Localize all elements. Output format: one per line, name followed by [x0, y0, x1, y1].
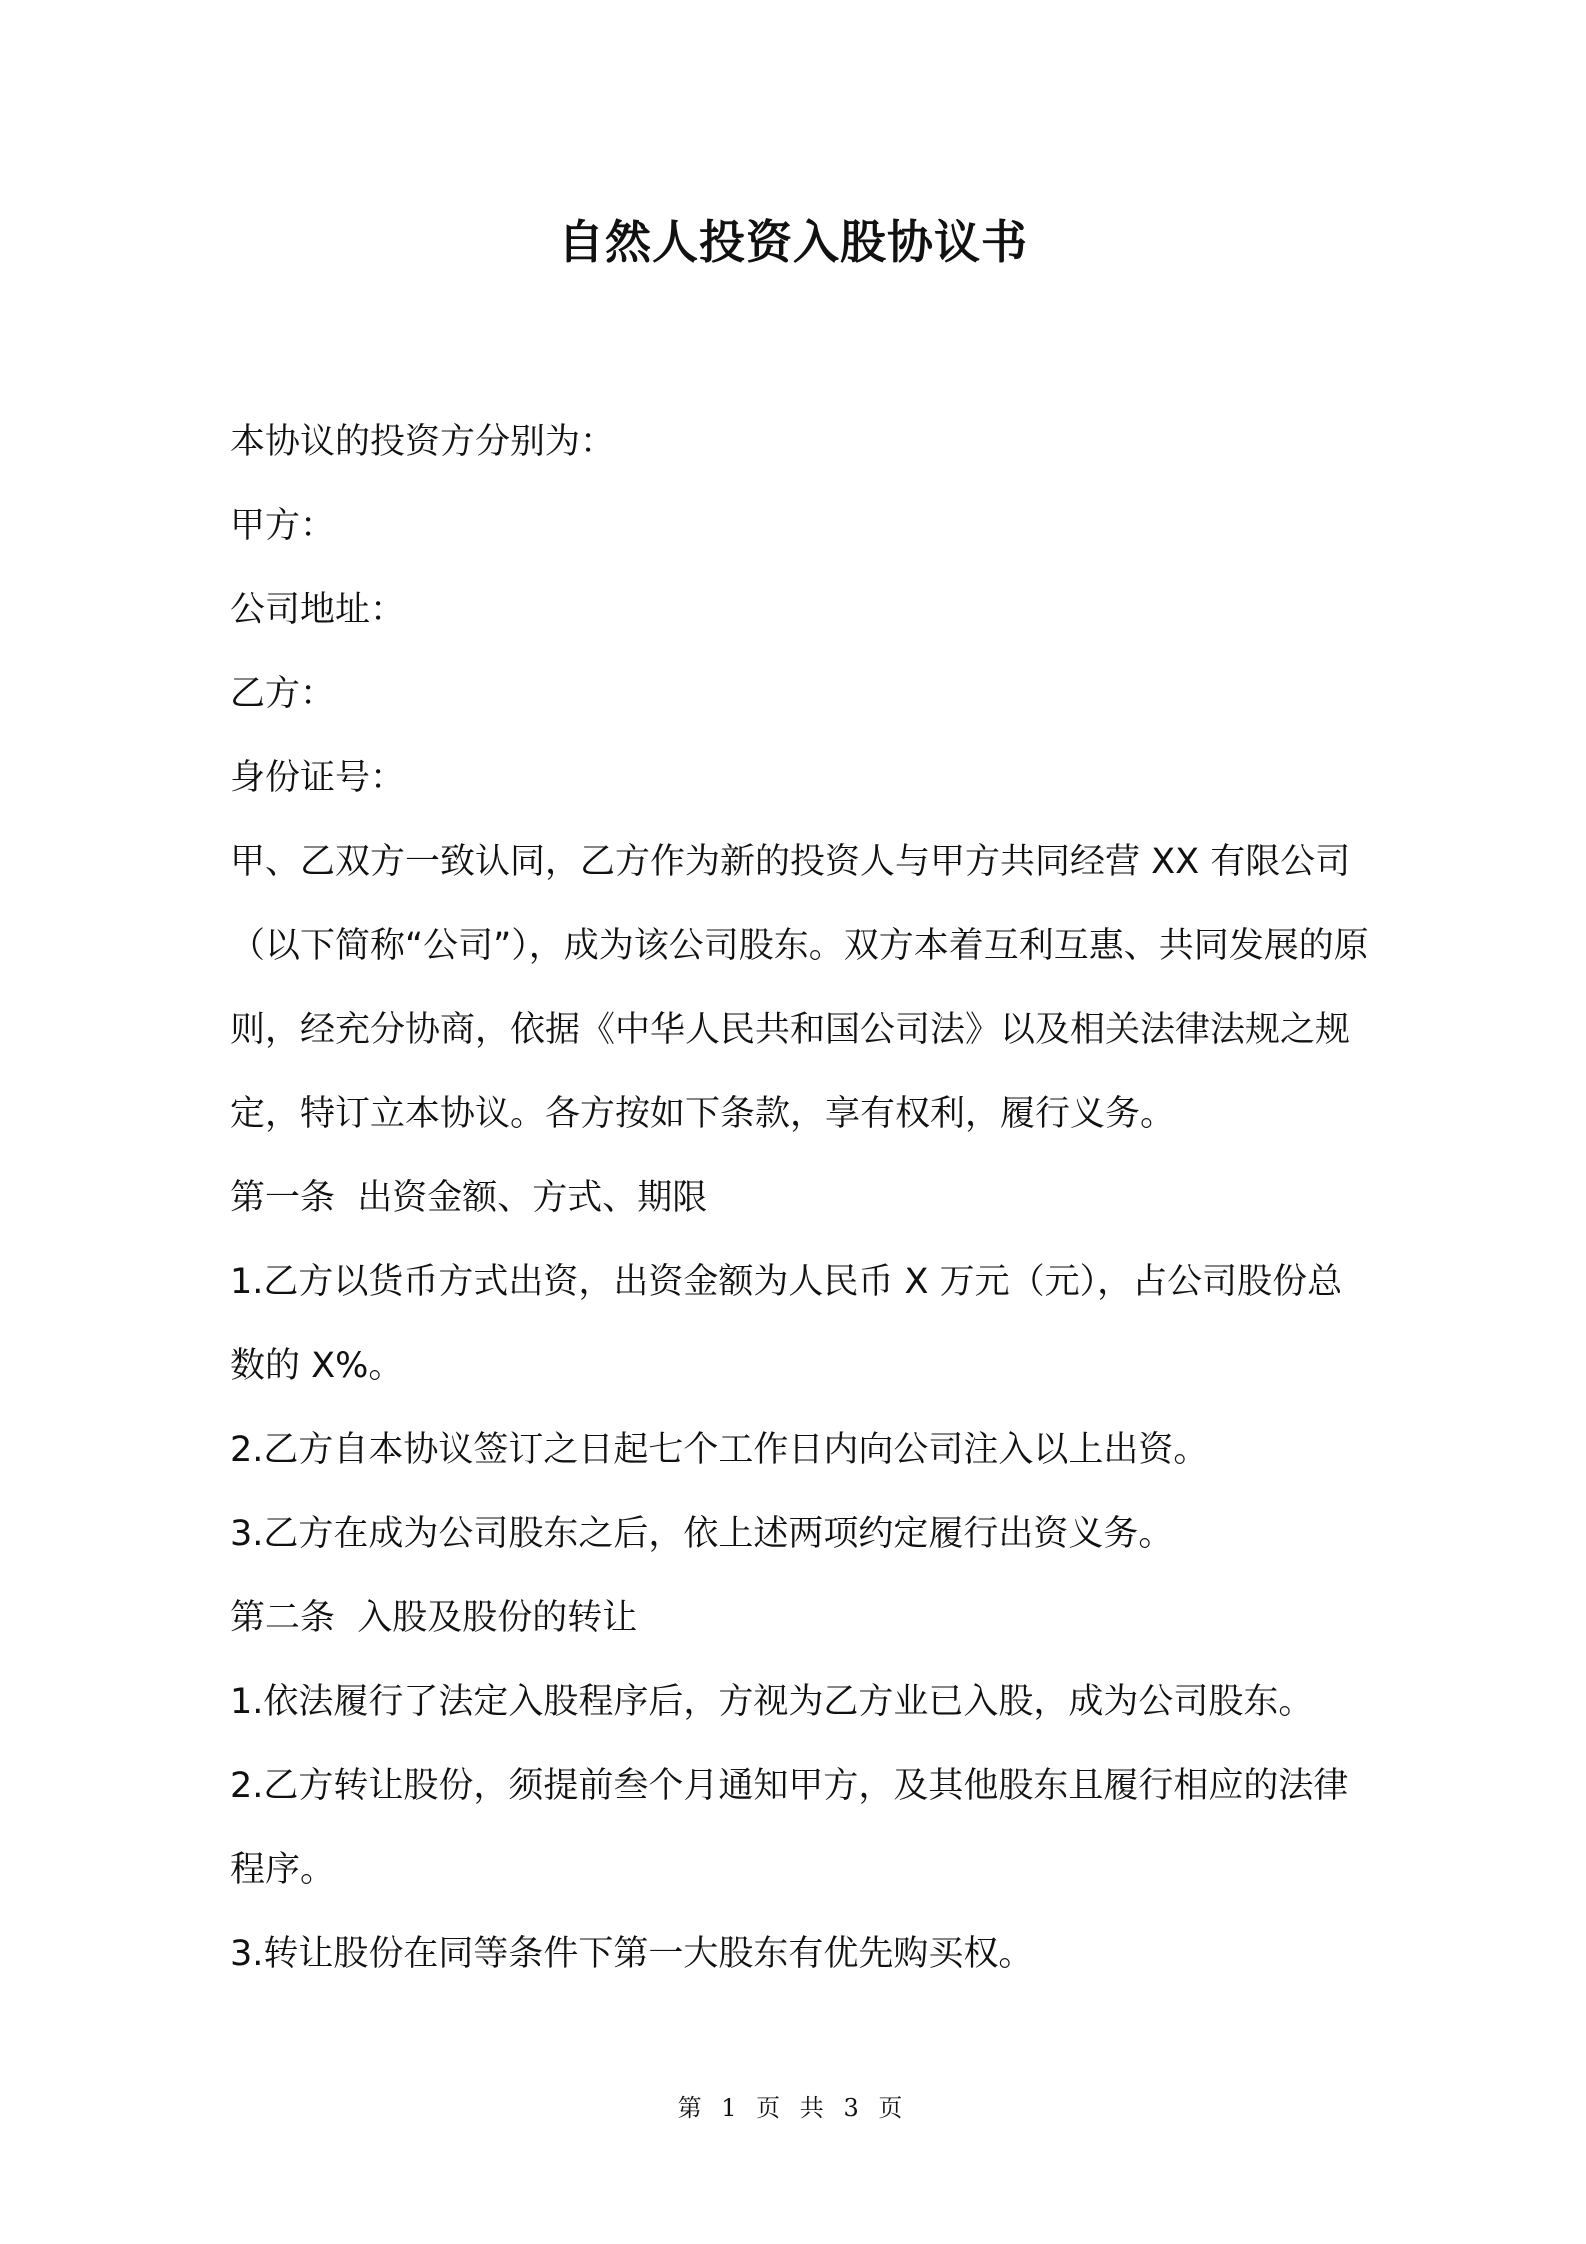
paragraph-party-a: 甲方： — [230, 506, 336, 546]
document-title: 自然人投资入股协议书 — [558, 215, 1028, 269]
article-2-clause-2: 2.乙方转让股份，须提前叁个月通知甲方，及其他股东且履行相应的法律程序。 — [230, 1766, 1349, 1890]
paragraph-company-address: 公司地址： — [230, 590, 406, 630]
paragraph-investors-intro: 本协议的投资方分别为： — [230, 422, 616, 462]
article-1-heading: 第一条 出资金额、方式、期限 — [230, 1178, 708, 1218]
paragraph-preamble: 甲、乙双方一致认同，乙方作为新的投资人与甲方共同经营 XX 有限公司（以下简称“公司”），成为该公司股东。双方本着互利互惠、共同发展的原则，经充分协商，依据《中华人民共和国公司法》以及相关法律法规之规定，特订立本协议。各方按如下条款，享有权利，履行义务。 — [230, 842, 1369, 1134]
article-2-clause-1: 1.依法履行了法定入股程序后，方视为乙方业已入股，成为公司股东。 — [230, 1682, 1314, 1722]
page-number-footer: 第 1 页 共 3 页 — [677, 2094, 909, 2122]
document-body — [230, 400, 1370, 1996]
article-1-clause-1: 1.乙方以货币方式出资，出资金额为人民币 X 万元（元），占公司股份总数的 X%。 — [230, 1262, 1343, 1386]
article-1-clause-3: 3.乙方在成为公司股东之后，依上述两项约定履行出资义务。 — [230, 1514, 1174, 1554]
paragraph-id-number: 身份证号： — [230, 758, 406, 798]
article-1-clause-2: 2.乙方自本协议签订之日起七个工作日内向公司注入以上出资。 — [230, 1430, 1209, 1470]
article-2-heading: 第二条 入股及股份的转让 — [230, 1598, 638, 1638]
paragraph-party-b: 乙方： — [230, 674, 336, 714]
article-2-clause-3: 3.转让股份在同等条件下第一大股东有优先购买权。 — [230, 1934, 1034, 1974]
